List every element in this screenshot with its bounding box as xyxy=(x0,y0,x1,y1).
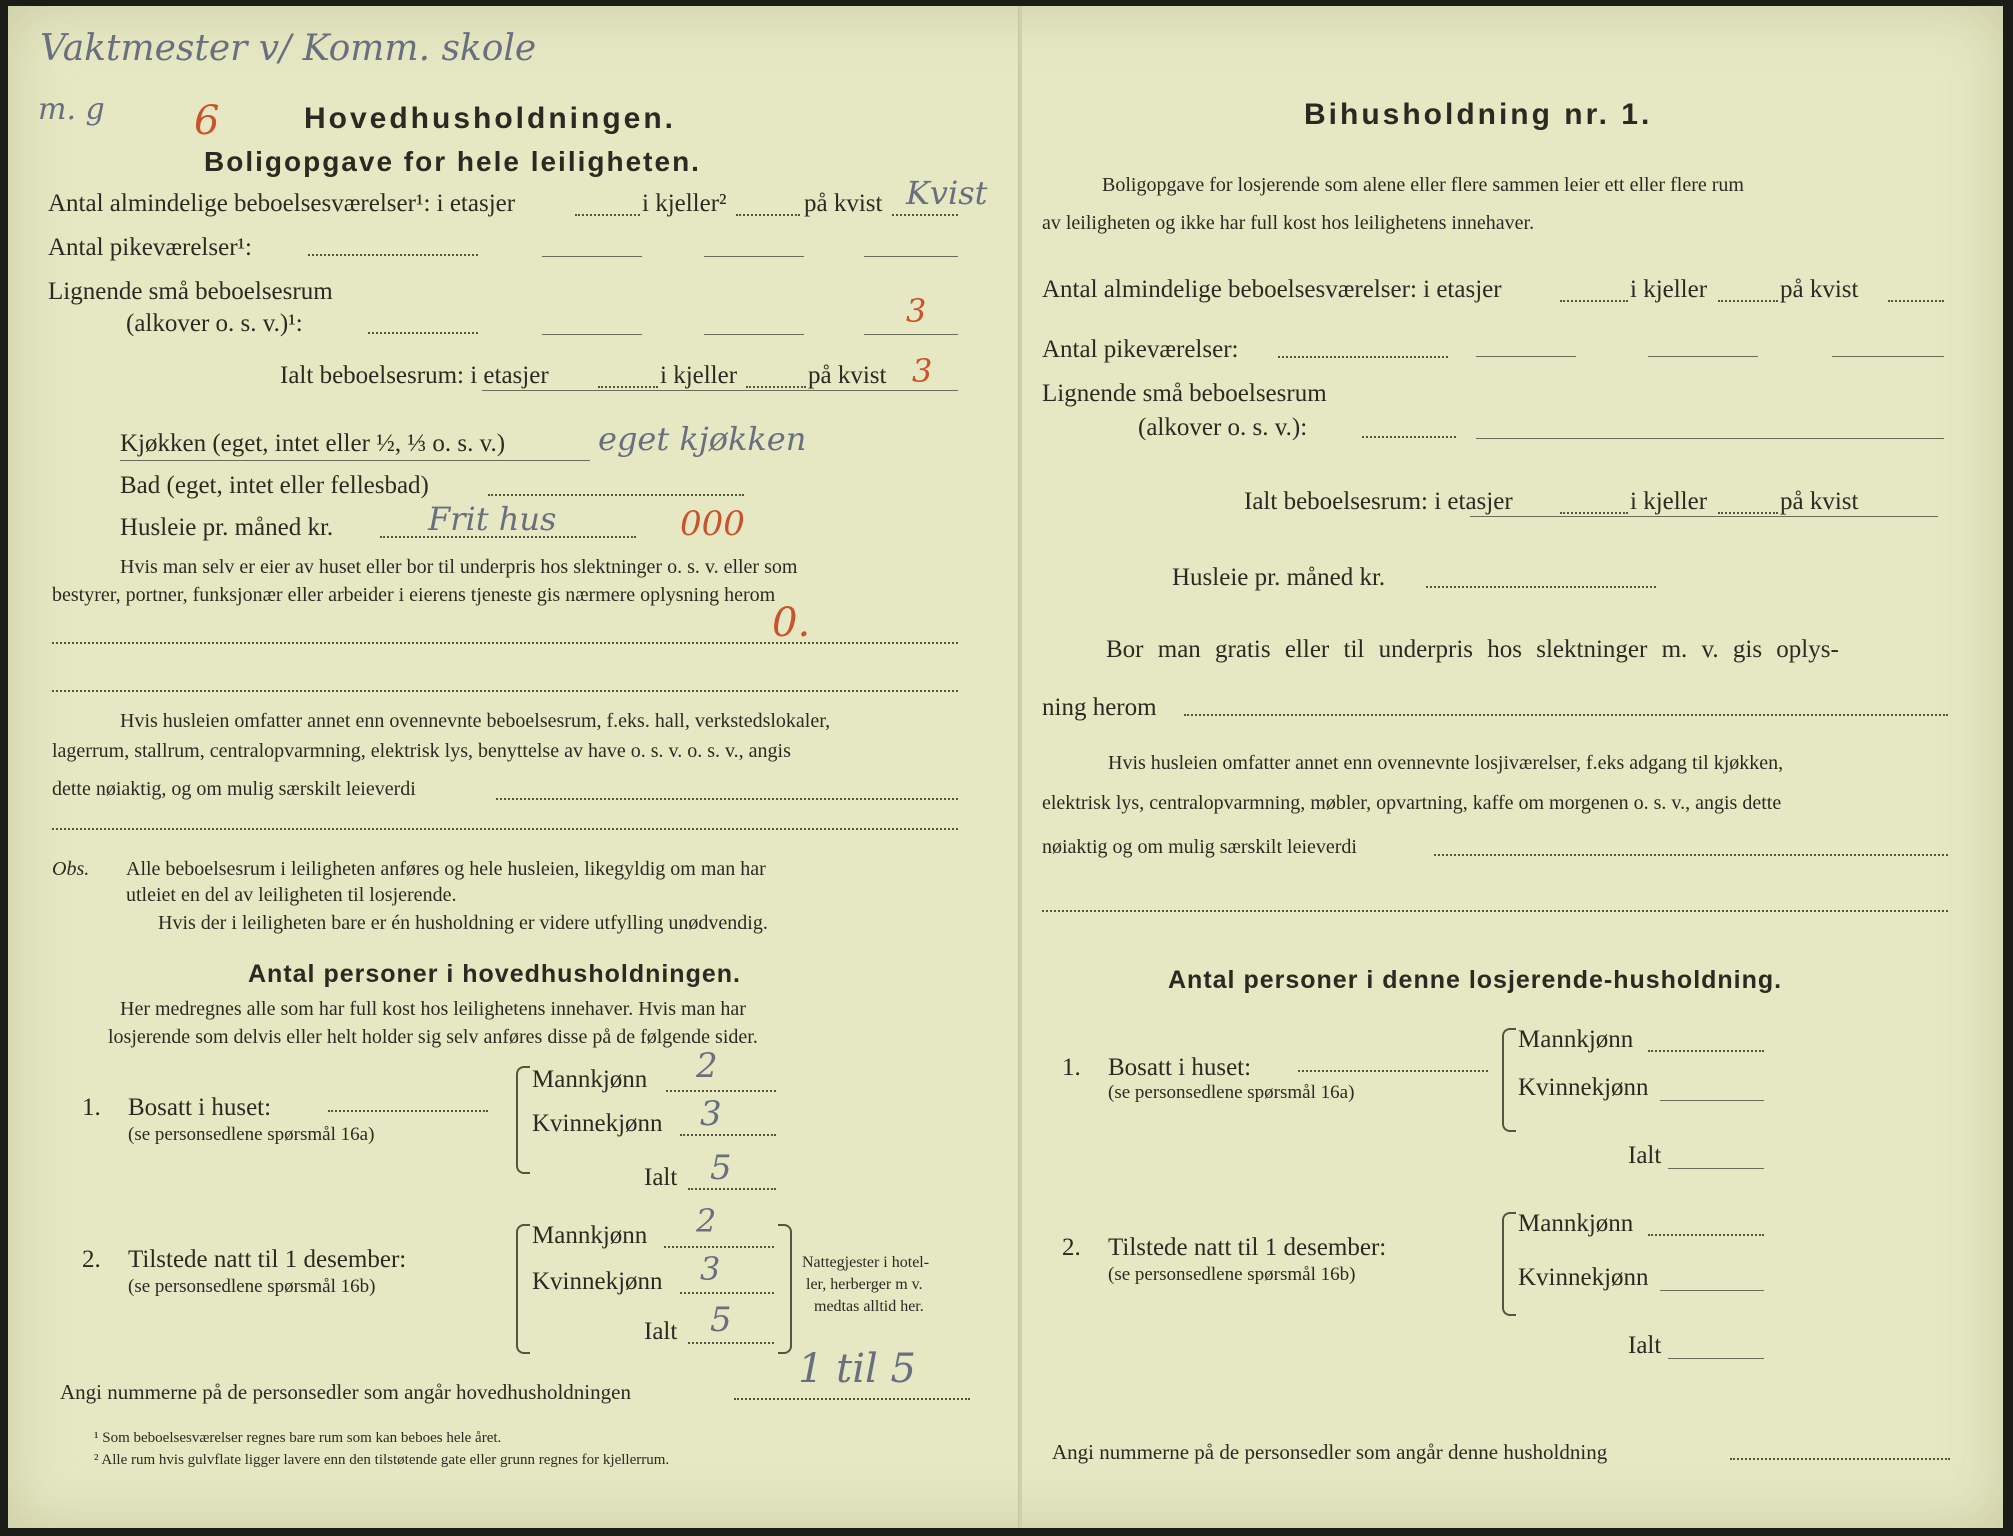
right-intro-1: Boligopgave for losjerende som alene eller flere sammen leier ett eller flere rum xyxy=(1102,174,1744,196)
right-row4-underline xyxy=(1470,516,1938,517)
right-q2-number: 2. xyxy=(1062,1234,1081,1261)
left-row3-kvist-field[interactable] xyxy=(864,334,958,335)
handwritten-q2-mann: 2 xyxy=(696,1202,717,1240)
left-q1-ialt-field[interactable] xyxy=(688,1188,776,1190)
census-form-sheet xyxy=(8,6,2003,1528)
right-intro-2: av leiligheten og ikke har full kost hos leilighetens innehaver. xyxy=(1042,212,1535,234)
left-q1-label: Bosatt i huset: xyxy=(128,1094,272,1121)
right-q1-ialt-label: Ialt xyxy=(1628,1142,1662,1169)
handwritten-rent: Frit hus xyxy=(428,500,557,538)
left-q1-ialt-label: Ialt xyxy=(644,1164,678,1191)
left-q2-number: 2. xyxy=(82,1246,101,1273)
handwritten-household-number: 6 xyxy=(194,98,220,144)
kitchen-label: Kjøkken (eget, intet eller ½, ⅓ o. s. v.) xyxy=(120,430,506,457)
includes-note-line-3: dette nøiaktig, og om mulig særskilt leieverdi xyxy=(52,778,416,800)
handwritten-q1-ialt: 5 xyxy=(710,1148,732,1188)
right-row2-dots xyxy=(1278,356,1448,358)
left-row2-label: Antal pikeværelser¹: xyxy=(48,234,252,261)
right-row1-etasjer-field[interactable] xyxy=(1560,300,1628,302)
obs-line-1: Alle beboelsesrum i leiligheten anføres og hele husleien, likegyldig om man har xyxy=(126,858,766,880)
handwritten-small-rooms-kvist: 3 xyxy=(906,292,927,330)
left-q1-bracket xyxy=(516,1066,530,1174)
right-row3-dots xyxy=(1362,436,1456,438)
left-q2-ialt-field[interactable] xyxy=(688,1342,774,1344)
right-row2-label: Antal pikeværelser: xyxy=(1042,336,1239,363)
owner-note-line-2: bestyrer, portner, funksjonær eller arbeider i eierens tjeneste gis nærmere oplysning herom xyxy=(52,584,776,606)
left-q1-mann-field[interactable] xyxy=(666,1090,776,1092)
right-numbers-field[interactable] xyxy=(1730,1458,1950,1460)
rent-label: Husleie pr. måned kr. xyxy=(120,514,334,541)
left-q2-right-bracket xyxy=(778,1224,792,1354)
right-q1-mann-label: Mannkjønn xyxy=(1518,1026,1634,1053)
includes-field-2[interactable] xyxy=(52,828,958,830)
right-includes-field-1[interactable] xyxy=(1434,854,1948,856)
left-subtitle: Boligopgave for hele leiligheten. xyxy=(204,146,701,177)
handwritten-note: 0. xyxy=(772,600,811,646)
left-numbers-label: Angi nummerne på de personsedler som angår hovedhusholdningen xyxy=(60,1380,631,1404)
right-row4-kjeller-label: i kjeller xyxy=(1630,488,1708,515)
right-row4-label: Ialt beboelsesrum: i etasjer xyxy=(1244,488,1513,515)
right-row1-label: Antal almindelige beboelsesværelser: i etasjer xyxy=(1042,276,1502,303)
left-row1-kvist-field[interactable] xyxy=(892,214,958,216)
left-q2-sub: (se personsedlene spørsmål 16b) xyxy=(128,1276,376,1297)
right-q2-bracket xyxy=(1502,1212,1516,1316)
right-q1-label: Bosatt i huset: xyxy=(1108,1054,1252,1081)
left-row1-etasjer-field[interactable] xyxy=(575,214,640,216)
includes-note-line-1: Hvis husleien omfatter annet enn ovennevnte beboelsesrum, f.eks. hall, verkstedslokaler, xyxy=(120,710,831,732)
right-q1-number: 1. xyxy=(1062,1054,1081,1081)
handwritten-q1-kvinne: 3 xyxy=(700,1094,722,1134)
left-q2-kvinne-label: Kvinnekjønn xyxy=(532,1268,663,1295)
right-row4-kjeller-field[interactable] xyxy=(1718,512,1778,514)
handwritten-kvist-value: Kvist xyxy=(906,174,988,212)
left-q1-dots xyxy=(328,1110,488,1112)
left-title: Hovedhusholdningen. xyxy=(304,102,676,135)
handwritten-q2-kvinne: 3 xyxy=(700,1250,721,1288)
left-row3-dots xyxy=(368,332,478,334)
right-gratis-1: Bor man gratis eller til underpris hos slektninger m. v. gis oplys- xyxy=(1106,636,1839,663)
page-fold xyxy=(1018,6,1022,1528)
left-persons-note-2: losjerende som delvis eller helt holder sig selv anføres disse på de følgende sider. xyxy=(108,1026,758,1048)
left-q2-mann-field[interactable] xyxy=(664,1246,774,1248)
right-row1-kjeller-label: i kjeller xyxy=(1630,276,1708,303)
right-title: Bihusholdning nr. 1. xyxy=(1304,98,1653,131)
left-q2-mann-label: Mannkjønn xyxy=(532,1222,648,1249)
right-row3-field[interactable] xyxy=(1476,438,1944,439)
right-gratis-2: ning herom xyxy=(1042,694,1157,721)
handwritten-top-note: Vaktmester v/ Komm. skole xyxy=(40,28,537,69)
left-q1-number: 1. xyxy=(82,1094,101,1121)
bath-field[interactable] xyxy=(488,494,744,496)
right-includes-1: Hvis husleien omfatter annet enn ovennevnte losjiværelser, f.eks adgang til kjøkken, xyxy=(1108,752,1784,774)
left-row4-kvist-label: på kvist xyxy=(808,362,887,389)
left-row3-sublabel: (alkover o. s. v.)¹: xyxy=(126,310,303,337)
left-q1-sub: (se personsedlene spørsmål 16a) xyxy=(128,1124,375,1145)
includes-field-1[interactable] xyxy=(496,798,958,800)
left-q1-kvinne-label: Kvinnekjønn xyxy=(532,1110,663,1137)
right-q2-label: Tilstede natt til 1 desember: xyxy=(1108,1234,1387,1261)
right-q1-kvinne-field[interactable] xyxy=(1660,1100,1764,1101)
right-q1-sub: (se personsedlene spørsmål 16a) xyxy=(1108,1082,1355,1103)
left-q2-kvinne-field[interactable] xyxy=(680,1292,774,1294)
left-persons-note-1: Her medregnes alle som har full kost hos leilighetens innehaver. Hvis man har xyxy=(120,998,746,1020)
obs-line-2: utleiet en del av leiligheten til losjerende. xyxy=(126,884,457,906)
right-q2-mann-label: Mannkjønn xyxy=(1518,1210,1634,1237)
right-rent-label: Husleie pr. måned kr. xyxy=(1172,564,1386,591)
guests-note-2: ler, herberger m v. xyxy=(806,1276,923,1293)
right-q1-ialt-field[interactable] xyxy=(1668,1168,1764,1169)
right-row4-kvist-label: på kvist xyxy=(1780,488,1859,515)
right-gratis-field[interactable] xyxy=(1184,714,1948,716)
left-row4-kjeller-label: i kjeller xyxy=(660,362,738,389)
right-row2-kjeller-field[interactable] xyxy=(1648,356,1758,357)
right-includes-2: elektrisk lys, centralopvarmning, møbler, opvartning, kaffe om morgenen o. s. v., angis dette xyxy=(1042,792,1782,814)
left-row2-dots xyxy=(308,254,478,256)
left-q2-label: Tilstede natt til 1 desember: xyxy=(128,1246,407,1273)
obs-label: Obs. xyxy=(52,858,90,880)
left-q1-kvinne-field[interactable] xyxy=(680,1134,776,1136)
left-row4-etasjer-field[interactable] xyxy=(598,386,658,388)
right-q1-mann-field[interactable] xyxy=(1648,1050,1764,1052)
right-q2-kvinne-field[interactable] xyxy=(1660,1290,1764,1291)
right-q1-dots xyxy=(1298,1070,1488,1072)
right-numbers-label: Angi nummerne på de personsedler som angår denne husholdning xyxy=(1052,1440,1608,1464)
left-row4-label: Ialt beboelsesrum: i etasjer xyxy=(280,362,549,389)
includes-note-line-2: lagerrum, stallrum, centralopvarmning, elektrisk lys, benyttelse av have o. s. v. o. s. v., angis xyxy=(52,740,791,762)
owner-note-line-1: Hvis man selv er eier av huset eller bor til underpris hos slektninger o. s. v. eller som xyxy=(120,556,798,578)
right-includes-3: nøiaktig og om mulig særskilt leieverdi xyxy=(1042,836,1357,858)
handwritten-rent-amount: 000 xyxy=(680,504,745,544)
left-row1-kvist-label: på kvist xyxy=(804,190,883,217)
left-row1-kjeller-field[interactable] xyxy=(736,214,800,216)
handwritten-q2-ialt: 5 xyxy=(710,1300,732,1340)
left-row2-etasjer-field[interactable] xyxy=(542,256,642,257)
right-row4-etasjer-field[interactable] xyxy=(1560,512,1628,514)
right-includes-field-2[interactable] xyxy=(1042,910,1948,912)
left-row4-underline xyxy=(482,390,958,391)
kitchen-underline xyxy=(120,460,590,461)
handwritten-total-kvist: 3 xyxy=(912,352,933,390)
right-persons-title: Antal personer i denne losjerende-husholdning. xyxy=(1168,966,1783,994)
left-row2-kvist-field[interactable] xyxy=(864,256,958,257)
left-row3-etasjer-field[interactable] xyxy=(542,334,642,335)
left-persons-title: Antal personer i hovedhusholdningen. xyxy=(248,960,741,988)
guests-note-3: medtas alltid her. xyxy=(814,1298,924,1315)
bath-label: Bad (eget, intet eller fellesbad) xyxy=(120,472,429,499)
left-row3-kjeller-field[interactable] xyxy=(704,334,804,335)
right-q2-sub: (se personsedlene spørsmål 16b) xyxy=(1108,1264,1356,1285)
left-q1-mann-label: Mannkjønn xyxy=(532,1066,648,1093)
left-q2-ialt-label: Ialt xyxy=(644,1318,678,1345)
owner-note-field-1[interactable] xyxy=(52,642,958,644)
right-row1-kvist-label: på kvist xyxy=(1780,276,1859,303)
handwritten-q1-mann: 2 xyxy=(696,1046,718,1086)
right-row1-kjeller-field[interactable] xyxy=(1718,300,1778,302)
right-q2-mann-field[interactable] xyxy=(1648,1234,1764,1236)
right-row2-etasjer-field[interactable] xyxy=(1476,356,1576,357)
owner-note-field-2[interactable] xyxy=(52,690,958,692)
right-q2-ialt-label: Ialt xyxy=(1628,1332,1662,1359)
footnote-2: ² Alle rum hvis gulvflate ligger lavere enn den tilstøtende gate eller grunn regnes for kjellerrum. xyxy=(94,1452,670,1468)
right-row3-label: Lignende små beboelsesrum xyxy=(1042,380,1327,407)
handwritten-margin-code: m. g xyxy=(38,92,105,127)
left-row1-label: Antal almindelige beboelsesværelser¹: i etasjer xyxy=(48,190,516,217)
handwritten-numbers: 1 til 5 xyxy=(798,1346,916,1392)
right-q2-ialt-field[interactable] xyxy=(1668,1358,1764,1359)
left-row1-kjeller-label: i kjeller² xyxy=(642,190,727,217)
right-row3-sublabel: (alkover o. s. v.): xyxy=(1138,414,1308,441)
left-row3-label: Lignende små beboelsesrum xyxy=(48,278,333,305)
left-row2-kjeller-field[interactable] xyxy=(704,256,804,257)
footnote-1: ¹ Som beboelsesværelser regnes bare rum som kan beboes hele året. xyxy=(94,1430,502,1446)
obs-line-3: Hvis der i leiligheten bare er én husholdning er videre utfylling unødvendig. xyxy=(158,912,768,934)
right-row1-kvist-field[interactable] xyxy=(1888,300,1944,302)
left-q2-bracket xyxy=(516,1224,530,1354)
right-rent-field[interactable] xyxy=(1426,586,1656,588)
guests-note-1: Nattegjester i hotel- xyxy=(802,1254,930,1271)
left-numbers-field[interactable] xyxy=(734,1398,970,1400)
right-q1-kvinne-label: Kvinnekjønn xyxy=(1518,1074,1649,1101)
right-q1-bracket xyxy=(1502,1028,1516,1132)
right-q2-kvinne-label: Kvinnekjønn xyxy=(1518,1264,1649,1291)
right-row2-kvist-field[interactable] xyxy=(1832,356,1944,357)
left-row4-kjeller-field[interactable] xyxy=(746,386,806,388)
handwritten-kitchen: eget kjøkken xyxy=(598,420,807,458)
